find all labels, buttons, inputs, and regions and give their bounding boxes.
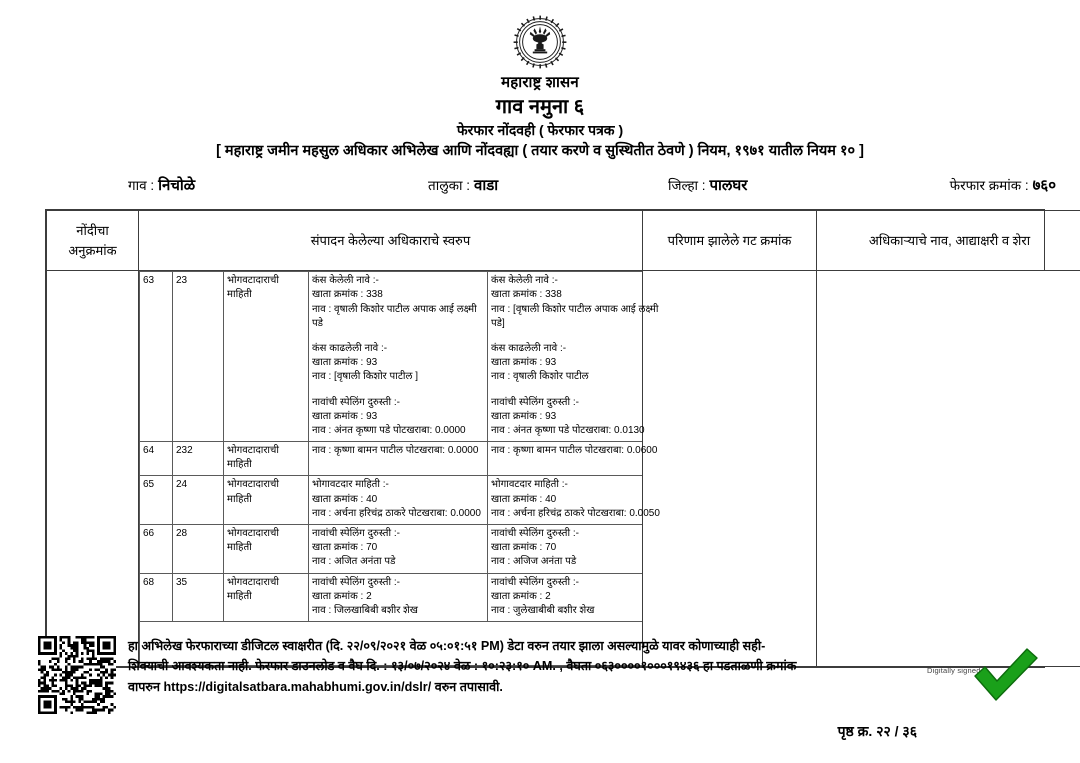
detail-block-line: खाता क्रमांक : 93 bbox=[312, 357, 378, 369]
detail-row bbox=[140, 525, 668, 574]
table-head bbox=[47, 211, 1080, 271]
detail-block bbox=[491, 274, 664, 331]
form-subtitle: फेरफार नोंदवही ( फेरफार पत्रक ) bbox=[456, 121, 624, 138]
detail-serial: 68 bbox=[140, 573, 173, 622]
column-header-affected-gat-numbers: परिणाम झालेले गट क्रमांक bbox=[643, 211, 817, 271]
detail-block bbox=[312, 342, 484, 385]
detail-row bbox=[140, 573, 668, 622]
detail-ferfar-number: 23 bbox=[173, 272, 224, 442]
detail-after-state bbox=[488, 476, 668, 525]
detail-block-line: खाता क्रमांक : 70 bbox=[312, 542, 378, 554]
disclaimer-line-2: शिक्याची आवश्यकता नाही. फेरफार डाउनलोड व वैघ दि. : १३/०७/२०२४ वेळ : १०:२३:१० AM. , वैघता ०६३००००१०००१९४३६ हा पडताळणी क्रमांक bbox=[128, 659, 797, 674]
cell-serial-blank bbox=[47, 271, 139, 667]
detail-block-line: नाव : अजिज अनंता पडे bbox=[491, 556, 577, 568]
detail-block-line: खाता क्रमांक : 40 bbox=[312, 493, 378, 505]
detail-block-line: नाव : अंनत कृष्णा पडे पोटखराबा: 0.0000 bbox=[312, 424, 466, 436]
footer-disclaimer bbox=[116, 634, 925, 697]
detail-serial: 66 bbox=[140, 525, 173, 574]
detail-block bbox=[491, 478, 664, 521]
column-header-serial-line2: अनुक्रमांक bbox=[68, 242, 117, 258]
detail-row bbox=[140, 272, 668, 442]
detail-before-state bbox=[309, 573, 488, 622]
green-checkmark-icon bbox=[969, 646, 1041, 708]
disclaimer-line-1: हा अभिलेख फेरफाराच्या डीजिटल स्वाक्षरीत (दि. २२/०९/२०२१ वेळ ०५:०१:५१ PM) डेटा वरुन तयार झाला असल्यामुळे यावर कोणाच्याही सही- bbox=[128, 639, 766, 653]
table-body bbox=[47, 271, 1080, 667]
detail-block-line: खाता क्रमांक : 40 bbox=[491, 493, 557, 505]
detail-block-line: खाता क्रमांक : 93 bbox=[491, 410, 557, 422]
detail-after-state bbox=[488, 442, 668, 476]
rule-reference: [ महाराष्ट्र जमीन महसुल अधिकार अभिलेख आणि नोंदवह्या ( तयार करणे व सुस्थितीत ठेवणे ) नियम, १९७१ यातील नियम १० ] bbox=[216, 142, 864, 159]
detail-block-line: खाता क्रमांक : 338 bbox=[491, 289, 562, 301]
detail-before-state bbox=[309, 442, 488, 476]
detail-serial: 64 bbox=[140, 442, 173, 476]
column-header-officer-name: अधिकाऱ्याचे नाव, आद्याक्षरी व शेरा bbox=[817, 211, 1080, 271]
column-header-serial bbox=[47, 211, 139, 271]
detail-block-title: नावांची स्पेलिंग दुरुस्ती :- bbox=[491, 528, 579, 540]
detail-block-line: नाव : वृषाली किशोर पाटील bbox=[491, 371, 589, 383]
detail-ferfar-number: 232 bbox=[173, 442, 224, 476]
detail-block-line: नाव : अर्चना हरिचंद्र ठाकरे पोटखराबा: 0.0000 bbox=[312, 507, 481, 519]
detail-row bbox=[140, 442, 668, 476]
detail-block-title: नावांची स्पेलिंग दुरुस्ती :- bbox=[312, 396, 400, 408]
mutation-table bbox=[46, 210, 1080, 667]
cell-officer-name bbox=[817, 271, 1080, 667]
detail-before-state bbox=[309, 525, 488, 574]
detail-block bbox=[491, 444, 664, 458]
detail-row bbox=[140, 476, 668, 525]
ferfar-number-value: ७६० bbox=[1032, 177, 1056, 195]
detail-block-line: खाता क्रमांक : 2 bbox=[491, 590, 551, 602]
detail-block-title: नावांची स्पेलिंग दुरुस्ती :- bbox=[491, 396, 579, 408]
detail-block bbox=[312, 396, 484, 439]
column-header-nature-of-rights: संपादन केलेल्या अधिकाराचे स्वरुप bbox=[139, 211, 643, 271]
detail-block-title: कंस केलेली नावे :- bbox=[312, 275, 379, 287]
detail-after-state bbox=[488, 525, 668, 574]
detail-block bbox=[312, 576, 484, 619]
district-label: जिल्हा : bbox=[668, 178, 706, 194]
page-number: पृष्ठ क्र. २२ / ३६ bbox=[837, 723, 917, 739]
detail-block bbox=[312, 478, 484, 521]
detail-block-line: नाव : वृषाली किशोर पाटील अपाक आई लक्ष्मी पडे bbox=[312, 303, 477, 329]
taluka-label: तालुका : bbox=[428, 178, 470, 194]
detail-block-line: नाव : कृष्णा बामन पाटील पोटखराबा: 0.0000 bbox=[312, 445, 479, 457]
detail-block-line: खाता क्रमांक : 2 bbox=[312, 590, 372, 602]
detail-block-line: खाता क्रमांक : 93 bbox=[312, 410, 378, 422]
table-header-row bbox=[47, 211, 1080, 271]
village-value: निचोळे bbox=[158, 177, 196, 195]
detail-after-state bbox=[488, 272, 668, 442]
detail-block bbox=[491, 527, 664, 570]
maharashtra-state-emblem-icon bbox=[510, 12, 570, 72]
detail-block-line: नाव : [वृषाली किशोर पाटील ] bbox=[312, 371, 418, 383]
district-value: पालघर bbox=[709, 177, 748, 195]
detail-serial: 65 bbox=[140, 476, 173, 525]
district-field bbox=[668, 175, 918, 195]
detail-block bbox=[491, 342, 664, 385]
government-name: महाराष्ट्र शासन bbox=[501, 74, 579, 91]
qr-code-icon[interactable] bbox=[38, 636, 116, 714]
detail-record-type: भोगवटादाराची माहिती bbox=[224, 442, 309, 476]
detail-block bbox=[312, 274, 484, 331]
digital-signature-block bbox=[925, 638, 1045, 716]
detail-block-line: खाता क्रमांक : 338 bbox=[312, 289, 383, 301]
detail-block-line: नाव : अर्चना हरिचंद्र ठाकरे पोटखराबा: 0.0050 bbox=[491, 507, 660, 519]
detail-before-state bbox=[309, 272, 488, 442]
form-title: गाव नमुना ६ bbox=[495, 95, 585, 118]
footer-row bbox=[38, 634, 1045, 716]
table-body-row bbox=[47, 271, 1080, 667]
detail-record-type: भोगवटादाराची माहिती bbox=[224, 476, 309, 525]
detail-record-type: भोगवटादाराची माहिती bbox=[224, 525, 309, 574]
detail-serial: 63 bbox=[140, 272, 173, 442]
ferfar-number-label: फेरफार क्रमांक : bbox=[949, 178, 1029, 194]
detail-ferfar-number: 24 bbox=[173, 476, 224, 525]
taluka-value: वाडा bbox=[474, 177, 499, 195]
village-field bbox=[128, 175, 428, 195]
detail-block-title: कंस काढलेली नावे :- bbox=[491, 342, 567, 354]
detail-block-title: नावांची स्पेलिंग दुरुस्ती :- bbox=[491, 576, 579, 588]
location-bar bbox=[128, 175, 1056, 195]
disclaimer-line-3-prefix: वापरुन bbox=[128, 679, 164, 694]
detail-block-title: भोगावटदार माहिती :- bbox=[491, 479, 568, 491]
document-footer bbox=[0, 634, 1080, 741]
detail-before-state bbox=[309, 476, 488, 525]
detail-block-line: नाव : अंनत कृष्णा पडे पोटखराबा: 0.0130 bbox=[491, 424, 645, 436]
detail-ferfar-number: 35 bbox=[173, 573, 224, 622]
detail-block-line: नाव : जिलखाबिबी बशीर शेख bbox=[312, 604, 418, 616]
detail-block-title: कंस काढलेली नावे :- bbox=[312, 342, 388, 354]
detail-block bbox=[491, 576, 664, 619]
detail-block bbox=[312, 527, 484, 570]
detail-block-title: नावांची स्पेलिंग दुरुस्ती :- bbox=[312, 576, 400, 588]
detail-ferfar-number: 28 bbox=[173, 525, 224, 574]
detail-block-title: भोगावटदार माहिती :- bbox=[312, 479, 389, 491]
document-header bbox=[0, 0, 1080, 161]
cell-nature-of-rights bbox=[139, 271, 660, 667]
detail-block-title: कंस केलेली नावे :- bbox=[491, 275, 558, 287]
cell-affected-gat-numbers bbox=[643, 271, 817, 667]
detail-table bbox=[139, 271, 668, 666]
detail-block-line: नाव : जुलेखाबीबी बशीर शेख bbox=[491, 604, 595, 616]
detail-block-line: नाव : कृष्णा बामन पाटील पोटखराबा: 0.0600 bbox=[491, 445, 658, 457]
ferfar-number-field bbox=[918, 175, 1056, 195]
detail-block-line: नाव : अजित अनंता पडे bbox=[312, 556, 396, 568]
disclaimer-line-3 bbox=[128, 677, 925, 697]
detail-block-line: नाव : [वृषाली किशोर पाटील अपाक आई लक्ष्मी पडे] bbox=[491, 303, 659, 329]
village-label: गाव : bbox=[128, 178, 155, 194]
column-header-serial-line1: नोंदीचा bbox=[76, 223, 109, 239]
detail-after-state bbox=[488, 573, 668, 622]
detail-record-type: भोगवटादाराची माहिती bbox=[224, 272, 309, 442]
detail-record-type: भोगवटादाराची माहिती bbox=[224, 573, 309, 622]
disclaimer-line-3-suffix: वरुन तपासावी. bbox=[431, 679, 503, 694]
taluka-field bbox=[428, 175, 668, 195]
mutation-table-wrapper bbox=[45, 209, 1045, 668]
digital-signature-label: Digitally signed bbox=[927, 666, 981, 675]
verification-url[interactable]: https://digitalsatbara.mahabhumi.gov.in/dslr/ bbox=[163, 679, 432, 694]
detail-block-line: खाता क्रमांक : 70 bbox=[491, 542, 557, 554]
detail-block-line: खाता क्रमांक : 93 bbox=[491, 357, 557, 369]
detail-block bbox=[491, 396, 664, 439]
detail-block-title: नावांची स्पेलिंग दुरुस्ती :- bbox=[312, 528, 400, 540]
detail-table-body bbox=[140, 272, 668, 666]
detail-block bbox=[312, 444, 484, 458]
